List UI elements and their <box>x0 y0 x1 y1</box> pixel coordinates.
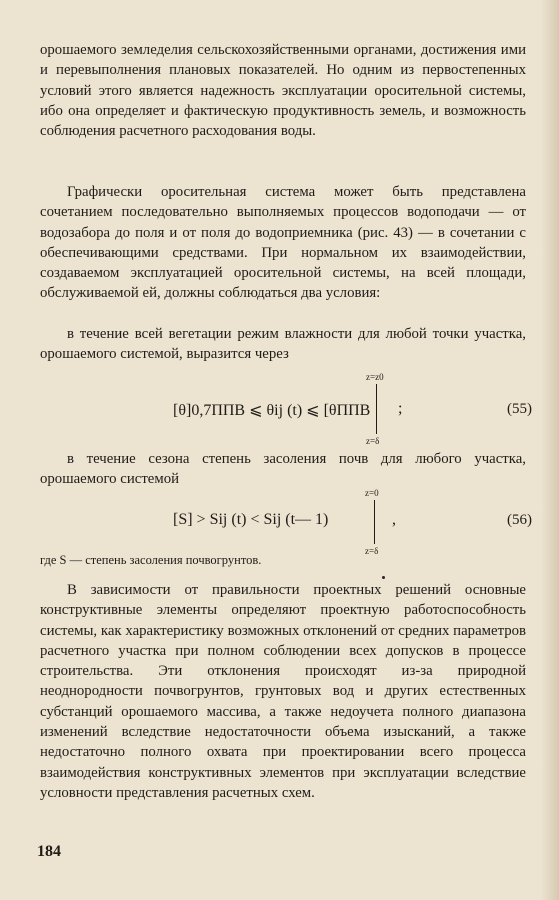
equation-56-upper-limit: z=0 <box>365 488 379 498</box>
equation-55 <box>40 370 532 456</box>
page-number: 184 <box>37 843 61 860</box>
note-text: где S — степень засоления почвогрунтов. <box>40 553 262 567</box>
paragraph-4: в течение сезона степень засоления почв для любого участка, орошаемого системой <box>40 451 526 488</box>
paragraph-4-block <box>40 449 526 490</box>
paragraph-3-block <box>40 324 526 365</box>
equation-55-upper-limit: z=z0 <box>366 372 384 382</box>
paragraph-1: орошаемого земледелия сельскохозяйственными органами, достижения ими и перевыполнения плановых показателей. Но одним из первостепенных условий этого является надежность эксплуатации оросительной системы, ибо она определяет и фактическую продуктивность земель, и возможность соблюдения расчетного расходования воды. <box>40 42 526 140</box>
note-block <box>40 552 526 568</box>
equation-55-semicolon: ; <box>398 400 403 417</box>
equation-55-expression: [θ]0,7ППВ ⩽ θij (t) ⩽ [θППВ <box>173 402 371 419</box>
paragraph-3: в течение всей вегетации режим влажности для любой точки участка, орошаемого системой, выразится через <box>40 326 526 363</box>
paragraph-5-block <box>40 580 526 803</box>
equation-55-evaluation-bar <box>376 384 377 434</box>
equation-55-lower-limit: z=δ <box>366 436 380 446</box>
equation-56-lower-limit: z=δ <box>365 546 379 556</box>
equation-56-expression: [S] > Sij (t) < Sij (t— 1) <box>173 511 329 528</box>
page-edge-shadow <box>541 0 559 900</box>
equation-55-number: (55) <box>507 401 532 417</box>
equation-56-evaluation-bar <box>374 500 375 544</box>
paragraph-1-block <box>40 40 526 141</box>
print-speck <box>382 576 385 579</box>
paragraph-5: В зависимости от правильности проектных решений основные конструктивные элементы определяют проектную работоспособность системы, как характеристику возможных отклонений от средних параметров расчетного участка при полном соблюдении всех допусков в процессе строительства. Эти отклонения происходят из-за природной неоднородности почвогрунтов, грунтовых вод и других естественных субстанций орошаемого массива, а также недоучета полного диапазона изменений вследствие недостаточности объема изысканий, а также недостаточно полного охвата при проектировании всего процесса взаимодействия конструктивных элементов при эксплуатации вследствие условности представления расчетных схем. <box>40 582 526 801</box>
equation-56-number: (56) <box>507 512 532 528</box>
paragraph-2-block <box>40 182 526 304</box>
paragraph-2: Графически оросительная система может быть представлена сочетанием последовательно выполняемых процессов водоподачи — от водозабора до поля и от поля до водоприемника (рис. 43) — в сочетании с обеспечивающими средствами. При нормальном их взаимодействии, создаваемом эксплуатацией оросительной системы, на всей площади, обслуживаемой ей, должны соблюдаться два условия: <box>40 184 526 302</box>
equation-56-comma: , <box>392 511 396 528</box>
